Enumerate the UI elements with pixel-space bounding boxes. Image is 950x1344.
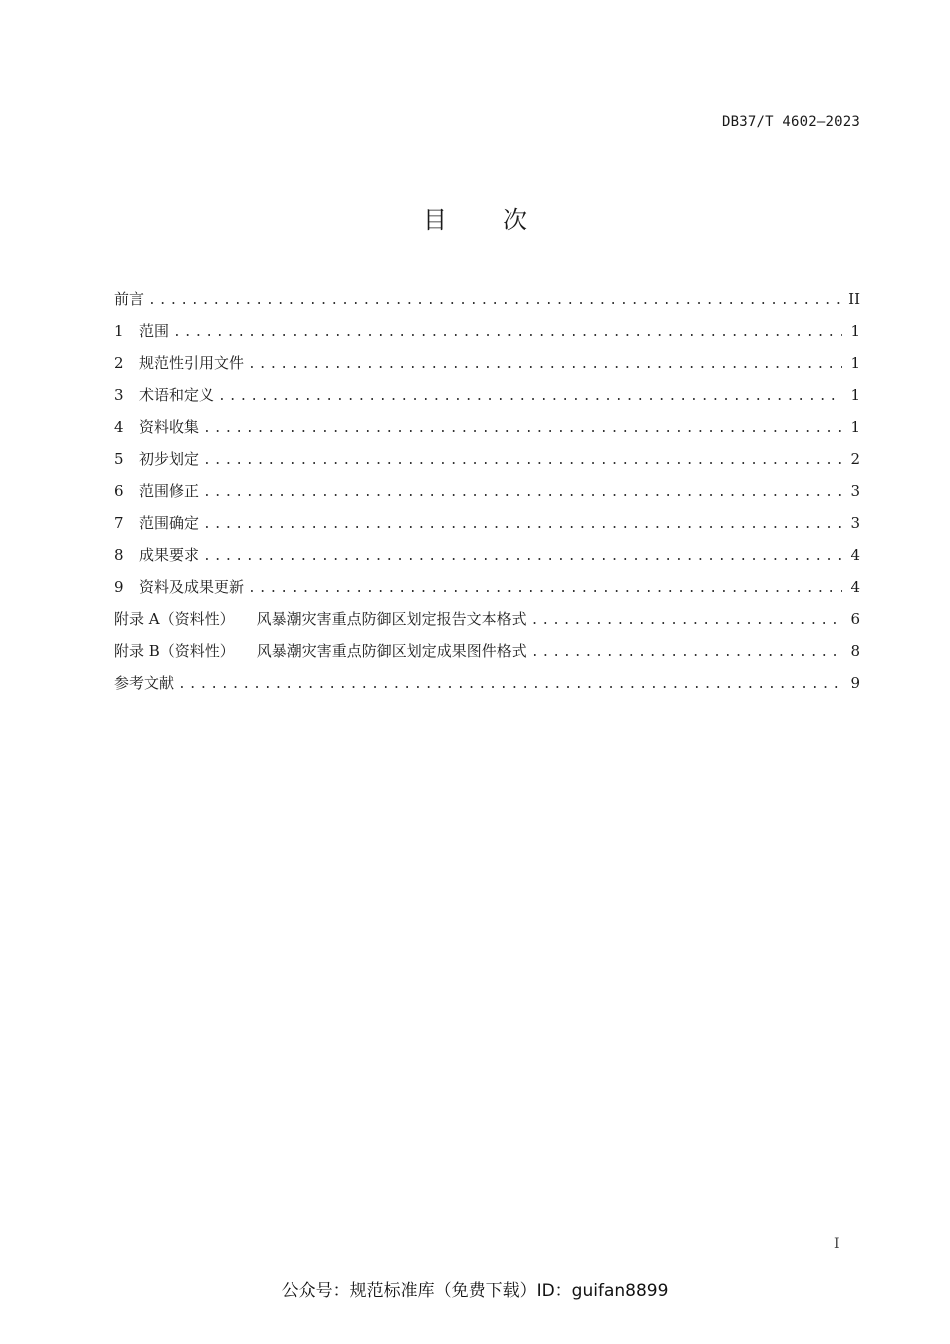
toc-leader-dots	[203, 545, 842, 569]
toc-entry-6[interactable]	[114, 479, 860, 511]
toc-leader-dots	[218, 385, 842, 409]
toc-entry-appendix-a[interactable]	[114, 607, 860, 639]
toc-entry-label: 资料及成果更新	[139, 578, 245, 596]
toc-entry-label: 规范性引用文件	[139, 354, 245, 372]
toc-entry-3[interactable]	[114, 383, 860, 415]
toc-entry-number: 4	[114, 418, 124, 436]
toc-entry-number: 3	[114, 386, 124, 404]
toc-entry-page: 1	[850, 418, 860, 436]
toc-entry-1[interactable]	[114, 319, 860, 351]
toc-entry-label: 风暴潮灾害重点防御区划定报告文本格式	[256, 610, 527, 628]
toc-entry-8[interactable]	[114, 543, 860, 575]
toc-entry-references[interactable]	[114, 671, 860, 703]
toc-entry-page: 1	[850, 354, 860, 372]
toc-entry-9[interactable]	[114, 575, 860, 607]
toc-leader-dots	[531, 641, 842, 665]
toc-entry-page: 8	[850, 642, 860, 660]
toc-leader-dots	[148, 289, 842, 313]
toc-entry-page: 1	[850, 322, 860, 340]
toc-entry-number: 7	[114, 514, 124, 532]
toc-entry-7[interactable]	[114, 511, 860, 543]
toc-leader-dots	[178, 673, 842, 697]
toc-entry-page: II	[848, 290, 860, 308]
toc-entry-page: 4	[850, 578, 860, 596]
toc-leader-dots	[248, 577, 842, 601]
toc-entry-number: 6	[114, 482, 124, 500]
toc-entry-label: 成果要求	[139, 546, 200, 564]
toc-leader-dots	[203, 481, 842, 505]
toc-entry-number: 1	[114, 322, 124, 340]
toc-appendix-tag: 附录 B（资料性）	[114, 642, 235, 660]
toc-entry-page: 1	[850, 386, 860, 404]
toc-title	[0, 200, 950, 235]
toc-entry-preface[interactable]	[114, 287, 860, 319]
toc-entry-5[interactable]	[114, 447, 860, 479]
toc-title-right: 次	[503, 206, 527, 234]
toc-entry-number: 2	[114, 354, 124, 372]
toc-entry-label: 风暴潮灾害重点防御区划定成果图件格式	[256, 642, 527, 660]
toc-entry-label: 范围修正	[139, 482, 200, 500]
toc-entry-label: 范围确定	[139, 514, 200, 532]
toc-entry-page: 3	[850, 514, 860, 532]
watermark-text: 公众号：规范标准库（免费下载）ID：guifan8899	[281, 1281, 669, 1301]
page-number: I	[834, 1236, 840, 1252]
toc-entry-page: 4	[850, 546, 860, 564]
toc-leader-dots	[531, 609, 842, 633]
toc-appendix-tag: 附录 A（资料性）	[114, 610, 235, 628]
toc-entry-label: 参考文献	[114, 674, 175, 692]
toc-leader-dots	[248, 353, 842, 377]
toc-entry-label: 资料收集	[139, 418, 200, 436]
toc-entry-label: 术语和定义	[139, 386, 215, 404]
toc-entry-label: 范围	[139, 322, 170, 340]
toc-entry-number: 8	[114, 546, 124, 564]
toc-entry-2[interactable]	[114, 351, 860, 383]
toc-entry-page: 3	[850, 482, 860, 500]
toc-title-left: 目	[423, 206, 447, 234]
toc-leader-dots	[203, 513, 842, 537]
toc-entry-label: 前言	[114, 290, 145, 308]
toc-entry-page: 6	[850, 610, 860, 628]
toc-entry-number: 5	[114, 450, 124, 468]
toc-leader-dots	[203, 449, 842, 473]
toc-entry-appendix-b[interactable]	[114, 639, 860, 671]
toc-entry-page: 9	[850, 674, 860, 692]
toc-entry-4[interactable]	[114, 415, 860, 447]
toc-entry-label: 初步划定	[139, 450, 200, 468]
standard-code: DB37/T 4602—2023	[721, 114, 860, 130]
toc-leader-dots	[203, 417, 842, 441]
table-of-contents	[114, 287, 860, 703]
toc-entry-page: 2	[850, 450, 860, 468]
toc-entry-number: 9	[114, 578, 124, 596]
toc-leader-dots	[173, 321, 842, 345]
